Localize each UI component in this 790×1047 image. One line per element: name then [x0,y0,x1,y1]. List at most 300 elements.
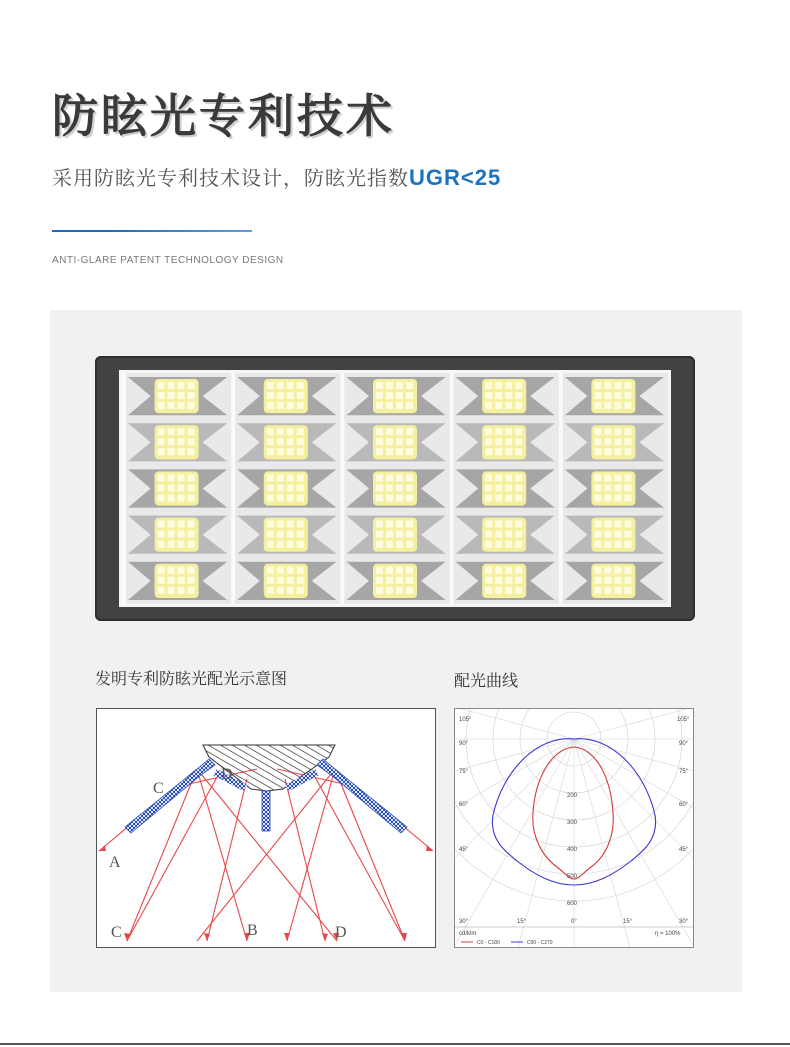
led-chip [594,567,601,574]
led-chip [495,494,502,501]
led-chip [604,587,611,594]
angle-45-right: 45° [679,847,689,853]
column-separator [450,373,454,604]
led-chip [495,577,502,584]
label-c-bottom: C [111,924,122,941]
ugr-highlight: UGR<25 [409,165,502,190]
led-chip [297,448,304,455]
led-chip [515,438,522,445]
label-d-bottom: D [335,924,347,941]
diagram-svg [97,709,435,947]
led-chip [604,382,611,389]
led-chip [158,392,165,399]
angle-30-right: 30° [679,919,689,925]
curve-caption: 配光曲线 [454,671,519,690]
led-chip [277,587,284,594]
led-chip [614,541,621,548]
led-chip [485,577,492,584]
led-chip [624,587,631,594]
led-chip [287,402,294,409]
lamp-photo [95,356,695,621]
led-chip [277,541,284,548]
led-chip [277,567,284,574]
led-chip [277,428,284,435]
led-chip [614,438,621,445]
led-chip [614,392,621,399]
column-separator [340,373,344,604]
led-chip [168,531,175,538]
led-chip [168,474,175,481]
led-chip [505,484,512,491]
grid-spoke [574,739,641,947]
led-chip [188,541,195,548]
led-chip [376,484,383,491]
led-chip [297,521,304,528]
led-chip [188,567,195,574]
led-chip [386,392,393,399]
label-b: B [247,922,258,939]
led-chip [178,531,185,538]
english-subtitle: ANTI-GLARE PATENT TECHNOLOGY DESIGN [52,255,284,266]
led-chip [594,382,601,389]
grid-spoke [455,739,574,923]
led-chip [287,521,294,528]
angle-90-left: 90° [459,741,469,747]
led-chip [406,392,413,399]
led-chip [267,494,274,501]
led-chip [594,448,601,455]
led-chip [277,392,284,399]
led-chip [376,402,383,409]
led-chip [168,541,175,548]
led-chip [406,587,413,594]
led-chip [396,541,403,548]
led-chip [386,484,393,491]
radial-400: 400 [567,847,578,853]
led-chip [485,541,492,548]
led-chip [594,494,601,501]
product-panel [50,310,742,992]
led-chip [505,392,512,399]
led-chip [178,438,185,445]
grid-spoke [507,739,574,947]
led-chip [178,494,185,501]
led-chip [495,428,502,435]
led-chip [158,494,165,501]
led-chip [614,428,621,435]
led-chip [158,382,165,389]
led-chip [267,382,274,389]
radial-300: 300 [567,820,578,826]
led-chip [178,541,185,548]
led-chip [396,382,403,389]
grid-spoke [574,709,693,739]
led-chip [267,392,274,399]
led-chip [267,448,274,455]
led-chip [406,567,413,574]
led-chip [297,382,304,389]
led-chip [485,382,492,389]
led-chip [594,531,601,538]
led-chip [614,474,621,481]
led-chip [406,484,413,491]
led-chip [267,577,274,584]
led-chip [297,438,304,445]
led-chip [297,474,304,481]
led-chip [158,438,165,445]
led-array [122,373,668,604]
led-chip [594,402,601,409]
led-chip [624,428,631,435]
led-chip [505,494,512,501]
led-chip [158,577,165,584]
efficiency-label: η = 100% [655,931,681,937]
led-chip [624,438,631,445]
led-chip [277,474,284,481]
curve-c0-c180 [533,747,613,879]
led-chip [376,494,383,501]
led-chip [376,428,383,435]
led-chip [376,521,383,528]
led-chip [386,438,393,445]
polar-grid [455,709,693,947]
ray-arrows [99,845,433,941]
led-chip [594,521,601,528]
led-chip [158,484,165,491]
angle-30-left: 30° [459,919,469,925]
led-chip [158,428,165,435]
led-chip [188,392,195,399]
led-chip [515,382,522,389]
led-chip [396,531,403,538]
led-chip [396,484,403,491]
grid-spoke [574,739,693,923]
led-chip [386,521,393,528]
led-chip [297,402,304,409]
led-chip [594,438,601,445]
bottom-divider [0,1043,790,1045]
led-chip [168,577,175,584]
led-chip [168,521,175,528]
led-chip [178,587,185,594]
led-chip [396,577,403,584]
led-chip [297,587,304,594]
led-chip [515,484,522,491]
led-chip [614,587,621,594]
led-chip [406,541,413,548]
led-chip [158,587,165,594]
led-chip [386,474,393,481]
led-chip [495,521,502,528]
led-chip [604,448,611,455]
led-chip [267,567,274,574]
radial-200: 200 [567,793,578,799]
led-chip [376,392,383,399]
led-chip [386,531,393,538]
led-chip [158,448,165,455]
led-chip [287,438,294,445]
angle-60-left: 60° [459,802,469,808]
led-chip [267,531,274,538]
label-d-top: D [221,766,233,783]
led-chip [297,531,304,538]
led-chip [188,531,195,538]
led-chip [485,448,492,455]
led-chip [168,428,175,435]
led-chip [396,402,403,409]
led-chip [624,494,631,501]
led-chip [485,521,492,528]
led-chip [188,428,195,435]
angle-15-right: 15° [623,919,633,925]
led-chip [406,494,413,501]
led-chip [594,428,601,435]
angle-75-left: 75° [459,769,469,775]
page-subtitle [52,162,501,191]
led-chip [178,382,185,389]
led-chip [515,474,522,481]
led-chip [505,587,512,594]
led-chip [515,541,522,548]
legend-c90-label: C90 - C270 [527,940,553,946]
led-chip [158,474,165,481]
led-chip [614,567,621,574]
led-chip [485,484,492,491]
led-chip [495,531,502,538]
led-chip [277,382,284,389]
led-chip [158,531,165,538]
led-chip [505,531,512,538]
page-title: 防眩光专利技术 [52,89,395,143]
led-chip [188,494,195,501]
led-chip [406,448,413,455]
label-c-top: C [153,780,164,797]
led-chip [614,494,621,501]
led-chip [297,494,304,501]
led-chip [495,541,502,548]
led-chip [485,402,492,409]
led-chip [515,577,522,584]
led-chip [376,541,383,548]
diagram-caption: 发明专利防眩光配光示意图 [95,669,288,688]
led-chip [386,494,393,501]
led-chip [495,382,502,389]
led-chip [485,531,492,538]
led-chip [188,577,195,584]
title-divider [52,230,252,232]
led-chip [267,438,274,445]
polar-chart [455,709,693,947]
led-chip [495,567,502,574]
led-chip [396,474,403,481]
grid-spoke [455,739,574,947]
led-chip [287,382,294,389]
led-chip [396,521,403,528]
led-chip [277,531,284,538]
led-chip [277,494,284,501]
led-chip [287,448,294,455]
led-chip [505,402,512,409]
led-chip [277,521,284,528]
angle-90-right: 90° [679,741,689,747]
led-chip [594,484,601,491]
led-chip [158,541,165,548]
led-chip [376,438,383,445]
led-chip [406,531,413,538]
led-chip [297,541,304,548]
subtitle-text: 采用防眩光专利技术设计，防眩光指数 [52,166,409,190]
led-chip [158,521,165,528]
led-chip [168,402,175,409]
angle-0: 0° [571,919,577,925]
led-chip [386,402,393,409]
led-chip [485,438,492,445]
grid-spoke [574,739,693,869]
led-chip [624,392,631,399]
column-separator [231,373,235,604]
led-chip [267,541,274,548]
led-chip [297,484,304,491]
led-chip [515,392,522,399]
led-chip [406,438,413,445]
angle-105-right: 105° [677,717,690,723]
led-chip [406,428,413,435]
led-chip [386,587,393,594]
led-chip [376,587,383,594]
led-chip [188,402,195,409]
led-chip [287,577,294,584]
led-chip [287,541,294,548]
grid-spoke [455,739,574,869]
led-chip [287,392,294,399]
led-chip [396,567,403,574]
led-chip [624,567,631,574]
led-chip [376,448,383,455]
led-chip [505,428,512,435]
column-separator [122,373,126,604]
led-chip [287,587,294,594]
led-chip [406,402,413,409]
led-chip [604,577,611,584]
led-chip [594,474,601,481]
led-chip [376,531,383,538]
led-chip [505,448,512,455]
led-chip [188,438,195,445]
led-chip [604,567,611,574]
led-chip [485,567,492,574]
led-chip [168,567,175,574]
led-chip [594,541,601,548]
led-chip [188,587,195,594]
led-chip [267,587,274,594]
led-chip [406,474,413,481]
led-chip [178,567,185,574]
led-chip [168,438,175,445]
led-chip [376,382,383,389]
led-chip [396,448,403,455]
led-chip [614,531,621,538]
led-chip [297,567,304,574]
led-chip [277,402,284,409]
antiglare-diagram [96,708,436,948]
led-chip [515,587,522,594]
led-chip [505,541,512,548]
led-chip [168,587,175,594]
unit-label: cd/klm [459,931,477,937]
led-chip [297,577,304,584]
led-chip [515,531,522,538]
led-chip [505,567,512,574]
led-chip [168,392,175,399]
led-chip [287,484,294,491]
led-chip [376,474,383,481]
led-chip [614,448,621,455]
angle-75-right: 75° [679,769,689,775]
led-chip [485,587,492,594]
legend-c0-label: C0 - C180 [477,940,500,946]
led-chip [396,438,403,445]
led-chip [406,577,413,584]
led-chip [604,531,611,538]
led-chip [515,494,522,501]
led-chip [287,494,294,501]
led-chip [396,494,403,501]
led-chip [297,392,304,399]
led-chip [287,567,294,574]
lamp-window [119,370,671,607]
led-chip [277,577,284,584]
led-chip [297,428,304,435]
led-chip [614,484,621,491]
led-chip [178,521,185,528]
led-chip [178,428,185,435]
led-chip [515,402,522,409]
light-distribution-curve [454,708,694,948]
led-chip [495,438,502,445]
led-chip [505,382,512,389]
led-chip [485,494,492,501]
led-chip [168,494,175,501]
led-chip [624,474,631,481]
led-chip [604,438,611,445]
angle-60-right: 60° [679,802,689,808]
led-chip [614,521,621,528]
led-chip [267,521,274,528]
led-chip [267,428,274,435]
led-chip [624,448,631,455]
led-chip [594,587,601,594]
led-chip [515,428,522,435]
led-chip [624,484,631,491]
led-chip [178,448,185,455]
led-chip [178,474,185,481]
led-chip [178,484,185,491]
led-chip [604,402,611,409]
led-chip [604,474,611,481]
center-fin [262,791,270,831]
radial-500: 500 [567,874,578,880]
led-chip [406,521,413,528]
led-chip [495,402,502,409]
led-chip [178,402,185,409]
radial-600: 600 [567,901,578,907]
led-chip [168,484,175,491]
led-chip [505,474,512,481]
led-chip [495,392,502,399]
led-chip [158,567,165,574]
led-chip [505,577,512,584]
led-chip [277,438,284,445]
